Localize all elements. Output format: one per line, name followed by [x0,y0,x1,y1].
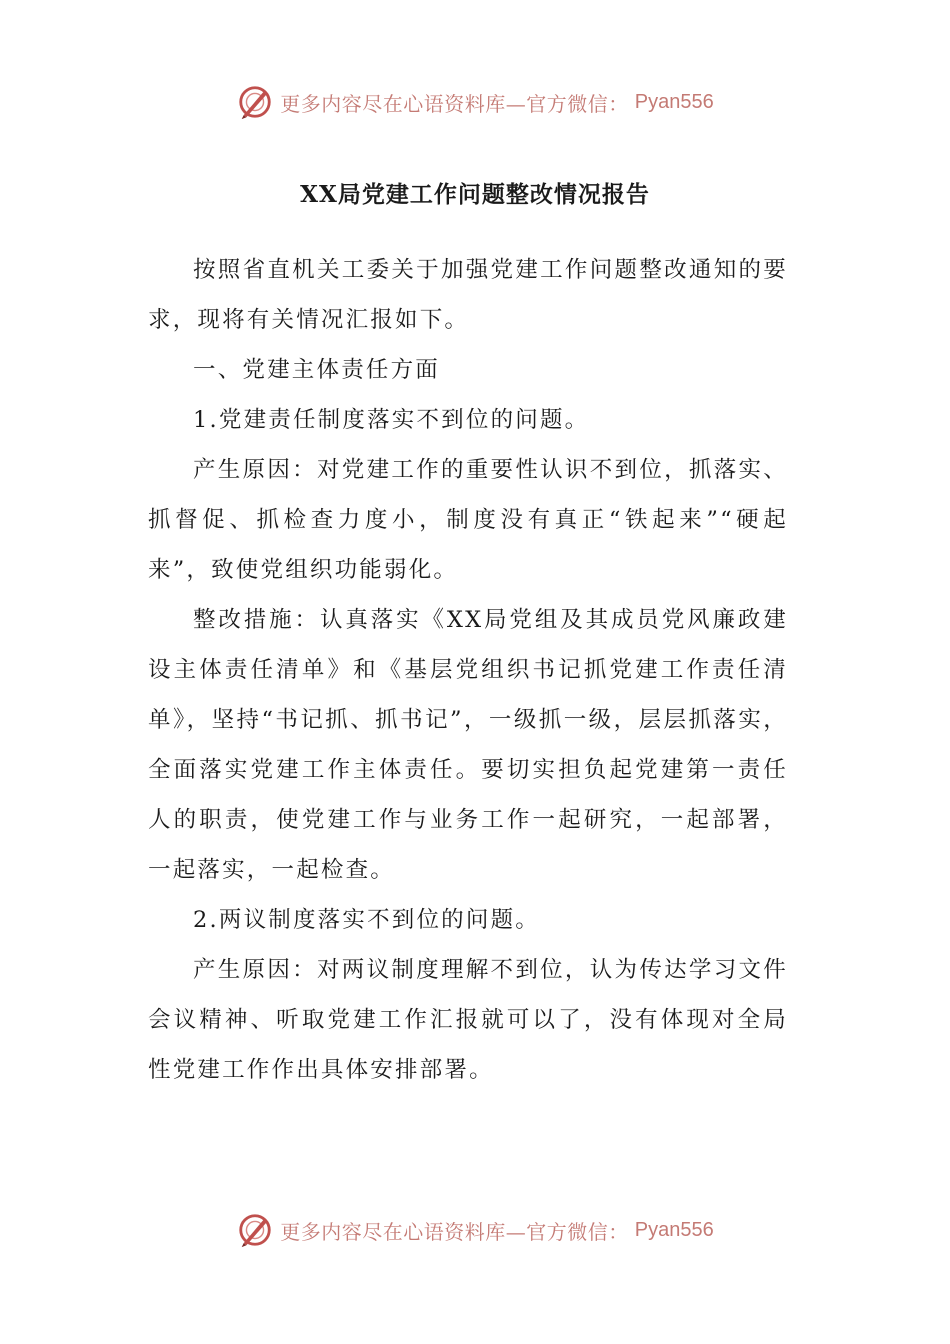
document-body [148,245,788,1095]
paragraph-cause-1: 产生原因：对党建工作的重要性认识不到位，抓落实、抓督促、抓检查力度小，制度没有真正“铁起来”“硬起来”，致使党组织功能弱化。 [148,457,788,583]
watermark-text: 更多内容尽在心语资料库—官方微信： [280,91,629,116]
paragraph-measures-1: 整改措施：认真落实《XX局党组及其成员党风廉政建设主体责任清单》和《基层党组织书记抓党建工作责任清单》，坚持“书记抓、抓书记”，一级抓一级，层层抓落实，全面落实党建工作主体责任。要切实担负起党建第一责任人的职责，使党建工作与业务工作一起研究，一起部署，一起落实，一起检查。 [148,607,788,883]
paragraph-cause-2: 产生原因：对两议制度理解不到位，认为传达学习文件会议精神、听取党建工作汇报就可以了，没有体现对全局性党建工作作出具体安排部署。 [148,957,788,1083]
item-heading-1: 1.党建责任制度落实不到位的问题。 [193,407,590,433]
pen-circle-logo-icon [236,83,274,121]
watermark-wechat-id: Pyan556 [634,90,714,113]
watermark-footer [0,1208,950,1252]
item-heading-2: 2.两议制度落实不到位的问题。 [193,907,540,933]
paragraph-intro: 按照省直机关工委关于加强党建工作问题整改通知的要求，现将有关情况汇报如下。 [148,257,788,333]
section-heading-1: 一、党建主体责任方面 [193,357,441,383]
watermark-text: 更多内容尽在心语资料库—官方微信： [280,1219,629,1244]
watermark-wechat-id: Pyan556 [634,1218,714,1241]
pen-circle-logo-icon [236,1211,274,1249]
watermark-header [0,80,950,124]
document-title: XX局党建工作问题整改情况报告 [300,181,650,208]
